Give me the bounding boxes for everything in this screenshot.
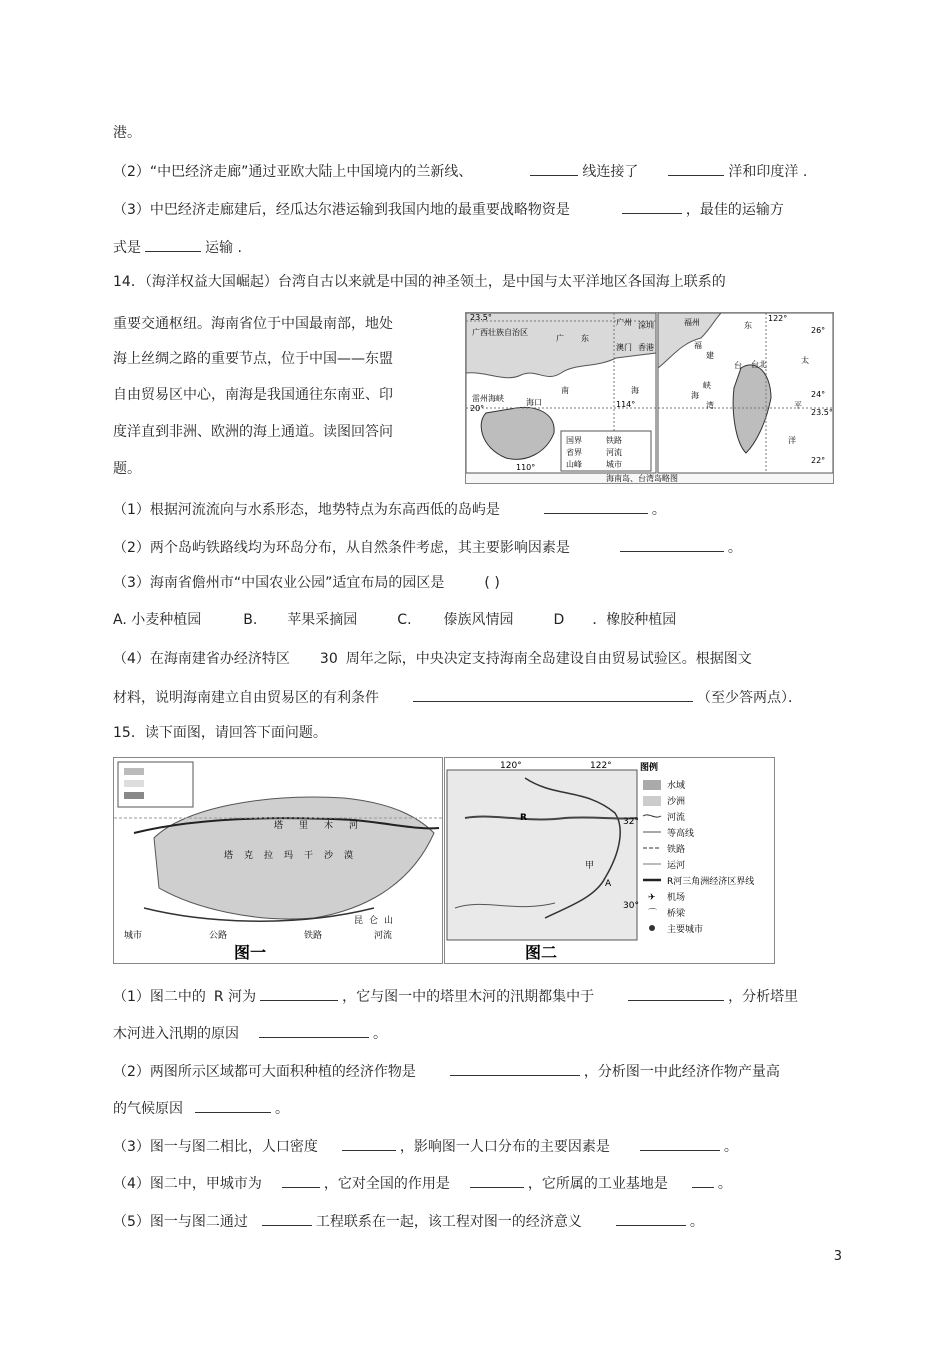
fig2-marker: 甲 — [585, 861, 595, 871]
fig2-legend: 铁路 — [667, 845, 686, 855]
map-legend: 省界 — [566, 448, 582, 457]
map-caption: 海南岛、台湾岛略图 — [606, 474, 678, 483]
answer-blank[interactable] — [282, 1173, 320, 1188]
q14-body-line: 自由贸易区中心，南海是我国通往东南亚、印 — [113, 387, 393, 403]
map-coord: 26° — [811, 326, 826, 335]
answer-blank[interactable] — [628, 986, 724, 1001]
fig2-coord: 120° — [500, 761, 522, 771]
option-a[interactable]: A. 小麦种植园 — [113, 612, 202, 628]
answer-blank[interactable] — [692, 1173, 714, 1188]
fig2-legend-title: 图例 — [640, 763, 659, 773]
map-legend: 河流 — [606, 448, 622, 457]
map-label: 深圳 — [638, 321, 654, 330]
map-label: 广西壮族自治区 — [472, 328, 528, 337]
q15-part5: （5）图一与图二通过 工程联系在一起，该工程对图一的经济意义 。 — [113, 1211, 704, 1231]
q15-part1: （1）图二中的 R 河为 ，它与图一中的塔里木河的汛期都集中于 ，分析塔里 — [113, 986, 798, 1006]
map-coord: 114° — [616, 400, 636, 409]
q14-body-line: 度洋直到非洲、欧洲的海上通道。读图回答问 — [113, 424, 393, 440]
map-label: 南 — [561, 386, 569, 395]
map-label: 太 — [801, 356, 809, 365]
fig2-legend: 水域 — [667, 781, 686, 791]
fig1-label: 塔 — [274, 821, 284, 831]
map-label: 福 — [694, 341, 702, 350]
answer-blank[interactable] — [668, 161, 724, 176]
fig1-label: 漠 — [344, 851, 354, 861]
q14-body-line: 题。 — [113, 461, 141, 477]
map-label: 峡 — [703, 381, 711, 390]
figure-two-delta-map — [444, 757, 775, 964]
fig1-legend: 城市 — [124, 931, 143, 941]
map-label: 雷州海峡 — [472, 394, 504, 403]
answer-blank[interactable] — [450, 1061, 580, 1076]
q14-part2: （2）两个岛屿铁路线均为环岛分布，从自然条件考虑，其主要影响因素是 。 — [113, 537, 742, 557]
q13-part3: （3）中巴经济走廊建后，经瓜达尔港运输到我国内地的最重要战略物资是 ，最佳的运输方 — [113, 199, 784, 219]
fig1-label: 河 — [349, 821, 359, 831]
map-coord: 23.5° — [811, 408, 833, 417]
map-coord: 110° — [516, 463, 536, 472]
svg-text:⌒: ⌒ — [648, 909, 658, 919]
fig1-label: 里 — [299, 821, 309, 831]
hainan-taiwan-map — [465, 312, 834, 484]
answer-blank[interactable] — [262, 1211, 312, 1226]
fig2-legend: 河流 — [667, 813, 686, 823]
fig2-coord: 32° — [623, 817, 639, 827]
q14-body-line: 重要交通枢纽。海南省位于中国最南部，地处 — [113, 316, 393, 332]
svg-text:✈: ✈ — [648, 893, 656, 903]
q15-part2-line2: 的气候原因 。 — [113, 1098, 289, 1118]
map-legend: 国界 — [566, 436, 582, 445]
map-legend: 山峰 — [566, 460, 582, 469]
map-label: 东 — [581, 334, 589, 343]
map-legend: 城市 — [606, 460, 622, 469]
option-c[interactable]: 傣族风情园 — [443, 612, 514, 628]
fig1-label: 拉 — [264, 851, 274, 861]
fig1-label: 玛 — [284, 851, 294, 861]
q14-body-line: 海上丝绸之路的重要节点，位于中国——东盟 — [113, 351, 393, 367]
figure-one-tarim-map — [113, 757, 443, 964]
q15-part1-line2: 木河进入汛期的原因 。 — [113, 1023, 387, 1043]
fig1-label: 山 — [384, 916, 394, 926]
q14-intro: 14．（海洋权益大国崛起）台湾自古以来就是中国的神圣领土，是中国与太平洋地区各国海上联系的 — [113, 274, 726, 290]
q15-part4: （4）图二中，甲城市为 ，它对全国的作用是 ，它所属的工业基地是 。 — [113, 1173, 732, 1193]
map-legend: 铁路 — [606, 436, 622, 445]
fig2-marker: R — [520, 813, 527, 823]
map-label: 福州 — [684, 318, 700, 327]
map-label: 广 — [556, 334, 564, 343]
fig1-label: 仑 — [369, 916, 379, 926]
answer-blank[interactable] — [640, 1136, 720, 1151]
q15-part3: （3）图一与图二相比，人口密度 ，影响图一人口分布的主要因素是 。 — [113, 1136, 738, 1156]
q14-part1: （1）根据河流流向与水系形态，地势特点为东高西低的岛屿是 。 — [113, 499, 666, 519]
map-label: 东 — [744, 321, 752, 330]
map-label: 海 — [631, 386, 639, 395]
fig1-legend: 河流 — [374, 931, 393, 941]
fig1-title: 图一 — [234, 943, 267, 962]
q13-part3-line2: 式是 运输 . — [113, 237, 242, 257]
q15-intro: 15．读下面图，请回答下面问题。 — [113, 725, 327, 741]
q14-part4-line2: 材料，说明海南建立自由贸易区的有利条件 （至少答两点）． — [113, 687, 802, 707]
answer-blank[interactable] — [342, 1136, 396, 1151]
map-label: 建 — [706, 351, 714, 360]
fig2-legend: 桥梁 — [667, 909, 686, 919]
fig2-legend: 等高线 — [667, 829, 695, 839]
map-label: 广州 — [616, 318, 632, 327]
answer-blank[interactable] — [470, 1173, 524, 1188]
fig1-label: 昆 — [354, 916, 364, 926]
fig1-legend: 公路 — [209, 931, 228, 941]
answer-blank[interactable] — [620, 537, 724, 552]
map-label: 香港 — [638, 343, 654, 352]
q14-options: A. 小麦种植园 B. 苹果采摘园 C. 傣族风情园 D ．橡胶种植园 — [113, 612, 677, 628]
answer-blank[interactable] — [195, 1098, 271, 1113]
answer-blank[interactable] — [616, 1211, 686, 1226]
page-number: 3 — [833, 1249, 842, 1264]
q14-part4: （4）在海南建省办经济特区 30 周年之际，中央决定支持海南全岛建设自由贸易试验区。根据图文 — [113, 651, 752, 667]
q15-part2: （2）两图所示区域都可大面积种植的经济作物是 ，分析图一中此经济作物产量高 — [113, 1061, 780, 1081]
fig2-legend: 沙洲 — [667, 797, 686, 807]
q13-tail: 港。 — [113, 125, 141, 141]
fig1-label: 干 — [304, 851, 314, 861]
fig2-legend: 机场 — [667, 893, 686, 903]
q13-part2: （2）“中巴经济走廊”通过亚欧大陆上中国境内的兰新线、 线连接了 洋和印度洋 . — [113, 161, 807, 181]
map-label: 湾 — [706, 401, 714, 410]
map-coord: 20° — [470, 404, 485, 413]
map-coord: 24° — [811, 390, 826, 399]
answer-blank[interactable] — [145, 237, 201, 252]
answer-blank[interactable] — [622, 199, 682, 214]
fig1-label: 克 — [244, 851, 254, 861]
map-coord: 122° — [768, 314, 788, 323]
fig2-legend: 运河 — [667, 861, 686, 871]
fig2-coord: 30° — [623, 901, 639, 911]
fig1-label: 沙 — [324, 851, 334, 861]
fig1-legend: 铁路 — [304, 931, 323, 941]
map-label: 海 — [691, 391, 699, 400]
option-d[interactable]: ．橡胶种植园 — [592, 612, 677, 628]
fig2-coord: 122° — [590, 761, 612, 771]
answer-blank[interactable] — [530, 161, 578, 176]
map-coord: 22° — [811, 456, 826, 465]
option-b[interactable]: 苹果采摘园 — [287, 612, 358, 628]
answer-blank[interactable] — [259, 1023, 369, 1038]
map-label: 台北 — [751, 360, 767, 369]
map-label: 台 — [734, 361, 742, 370]
fig2-legend: 主要城市 — [667, 925, 704, 935]
fig2-marker: A — [605, 879, 612, 889]
fig1-label: 木 — [324, 821, 334, 831]
map-label: 洋 — [788, 436, 796, 445]
fig1-label: 塔 — [224, 851, 234, 861]
map-coord: 23.5° — [470, 313, 492, 322]
q14-part3: （3）海南省儋州市“中国农业公园”适宜布局的园区是 ( ) — [113, 575, 500, 591]
answer-blank[interactable] — [413, 687, 693, 702]
map-label: 平 — [794, 401, 802, 410]
fig2-legend: R河三角洲经济区界线 — [667, 877, 755, 887]
answer-blank[interactable] — [544, 499, 648, 514]
map-label: 澳门 — [616, 343, 632, 352]
answer-blank[interactable] — [260, 986, 338, 1001]
fig2-title: 图二 — [525, 943, 558, 962]
map-label: 海口 — [526, 398, 542, 407]
